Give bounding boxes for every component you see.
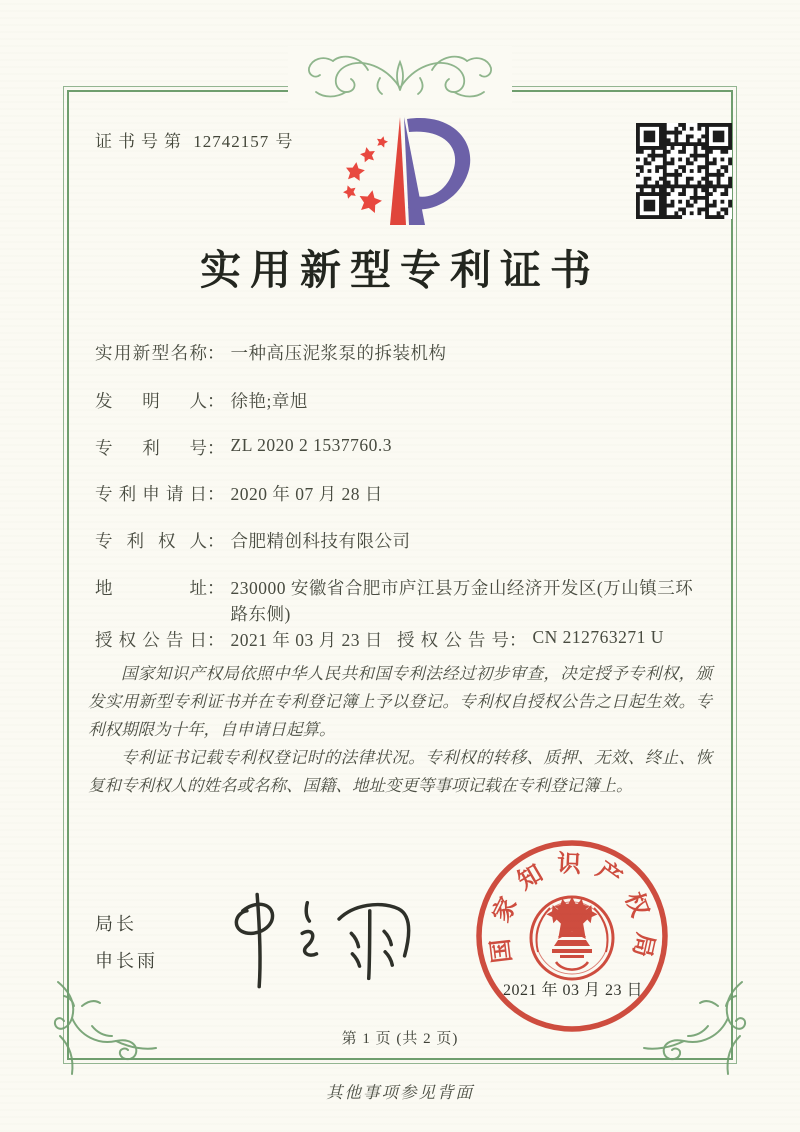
certificate-number-suffix: 号 <box>275 132 299 151</box>
field-row-grant: 授权公告日： 2021 年 03 月 23 日 授权公告号： CN 212763271 U <box>95 627 664 650</box>
legal-paragraph-1: 国家知识产权局依照中华人民共和国专利法经过初步审查，决定授予专利权，颁发实用新型专利证书并在专利登记簿上予以登记。专利权自授权公告之日起生效。专利权期限为十年，自申请日起算。 <box>88 664 712 739</box>
signer-name: 申长雨 <box>95 951 158 971</box>
field-label: 专利号 <box>95 438 207 458</box>
cnipa-official-seal <box>472 836 672 1036</box>
certificate-number-prefix: 证书号第 <box>95 132 187 151</box>
field-label: 专利申请日 <box>95 484 207 504</box>
field-row-patent-number: 专利号： ZL 2020 2 1537760.3 <box>95 435 392 458</box>
field-label: 地址 <box>95 578 207 598</box>
field-row-address: 地址： 230000 安徽省合肥市庐江县万金山经济开发区(万山镇三环路东侧) <box>95 575 709 627</box>
field-value: 230000 安徽省合肥市庐江县万金山经济开发区(万山镇三环路东侧) <box>230 578 694 624</box>
signer-title: 局长 <box>95 914 137 934</box>
field-value: CN 212763271 U <box>532 627 664 647</box>
seal-date: 2021 年 03 月 23 日 <box>502 982 643 999</box>
field-row-filing-date: 专利申请日： 2020 年 07 月 28 日 <box>95 481 383 506</box>
legal-paragraph-2: 专利证书记载专利权登记时的法律状况。专利权的转移、质押、无效、终止、恢复和专利权人的姓名或名称、国籍、地址变更等事项记载在专利登记簿上。 <box>88 748 712 795</box>
field-label: 专利权人 <box>95 531 207 551</box>
field-row-inventor: 发明人： 徐艳;章旭 <box>95 388 308 413</box>
field-value: ZL 2020 2 1537760.3 <box>230 435 392 455</box>
field-row-grant-number: 授权公告号： CN 212763271 U <box>397 627 664 650</box>
field-label: 授权公告号 <box>397 630 509 650</box>
field-value: 2021 年 03 月 23 日 <box>230 630 383 650</box>
field-value: 合肥精创科技有限公司 <box>230 531 411 551</box>
cnipa-logo-icon <box>328 110 483 232</box>
seal-org-text: 国家知识产权局 <box>486 851 659 973</box>
certificate-title: 实用新型专利证书 <box>200 247 600 293</box>
field-value: 徐艳;章旭 <box>230 391 308 411</box>
page-number: 第 1 页 (共 2 页) <box>341 1031 459 1047</box>
field-row-utility-model-name: 实用新型名称： 一种高压泥浆泵的拆装机构 <box>95 340 447 365</box>
back-side-note: 其他事项参见背面 <box>326 1083 474 1102</box>
field-value: 一种高压泥浆泵的拆装机构 <box>230 343 447 363</box>
legal-text <box>88 660 712 800</box>
border-ornament-top <box>288 46 512 106</box>
certificate-number <box>95 127 299 152</box>
field-label: 实用新型名称 <box>95 343 207 363</box>
certificate-number-value: 12742157 <box>193 132 270 151</box>
field-label: 发明人 <box>95 391 207 411</box>
field-value: 2020 年 07 月 28 日 <box>230 484 383 504</box>
field-label: 授权公告日 <box>95 630 207 650</box>
qr-code <box>636 123 732 219</box>
national-emblem-icon <box>531 897 613 979</box>
director-signature <box>208 880 423 998</box>
field-row-patentee: 专利权人： 合肥精创科技有限公司 <box>95 528 411 553</box>
